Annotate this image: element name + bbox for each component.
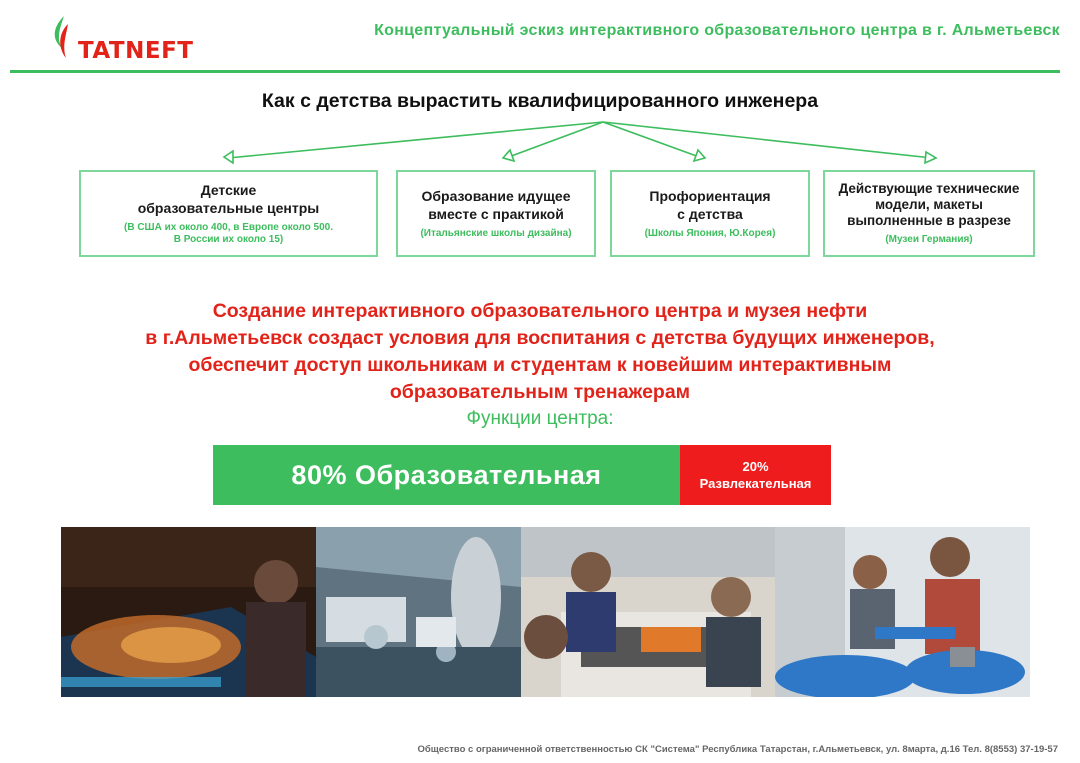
interactive-globe-table-photo [61, 527, 316, 697]
arrow-to-card-1 [228, 122, 603, 158]
headline-line: образовательным тренажерам [389, 381, 691, 403]
card-career-guidance [610, 170, 810, 257]
footer-contact: Общество с ограниченной ответственностью СК "Система" Республика Татарстан, г.Альметьевск, ул. 8марта, д.16 Тел. 8(8553) 37-19-57 [417, 744, 1058, 755]
card-title: Действующие технические модели, макеты выполненные в разрезе [838, 181, 1020, 228]
card-practical-education [396, 170, 596, 257]
main-question: Как с детства вырастить квалифицированного инженера [261, 90, 819, 112]
branch-arrows [0, 112, 1080, 172]
space-station-exhibit-photo [316, 527, 521, 697]
card-note: (Итальянские школы дизайна) [420, 228, 572, 239]
card-children-centers [79, 170, 378, 257]
card-title: Детские образовательные центры [137, 182, 320, 216]
entertainment-share-segment [680, 445, 831, 505]
entertainment-label: Развлекательная [699, 476, 812, 491]
card-title: Образование идущее вместе с практикой [421, 188, 571, 222]
functions-label: Функции центра: [466, 408, 614, 429]
entertainment-percent: 20% [742, 459, 769, 474]
card-note: (Музеи Германия) [885, 234, 973, 245]
card-note: (Школы Япония, Ю.Корея) [644, 228, 776, 239]
logo-wordmark: TATNEFT [78, 38, 194, 64]
flame-icon [48, 14, 76, 64]
headline-line: обеспечит доступ школьникам и студентам к новейшим интерактивным [188, 354, 892, 376]
children-gear-model-photo [775, 527, 1030, 697]
card-note: (В США их около 400, в Европе около 500. В России их около 15) [123, 222, 334, 245]
headline-statement [0, 298, 1080, 406]
functions-split-bar [213, 445, 831, 505]
children-building-robots-photo [521, 527, 775, 697]
headline-line: Создание интерактивного образовательного центра и музея нефти [212, 300, 868, 322]
card-title: Профориентация с детства [649, 188, 771, 222]
headline-line: в г.Альметьевск создаст условия для воспитания с детства будущих инженеров, [145, 327, 935, 349]
tatneft-logo [48, 14, 238, 64]
education-share-segment: 80% Образовательная [213, 445, 680, 505]
header-divider [10, 70, 1060, 73]
page-title: Концептуальный эскиз интерактивного образовательного центра в г. Альметьевск [374, 22, 1060, 39]
card-technical-models [823, 170, 1035, 257]
